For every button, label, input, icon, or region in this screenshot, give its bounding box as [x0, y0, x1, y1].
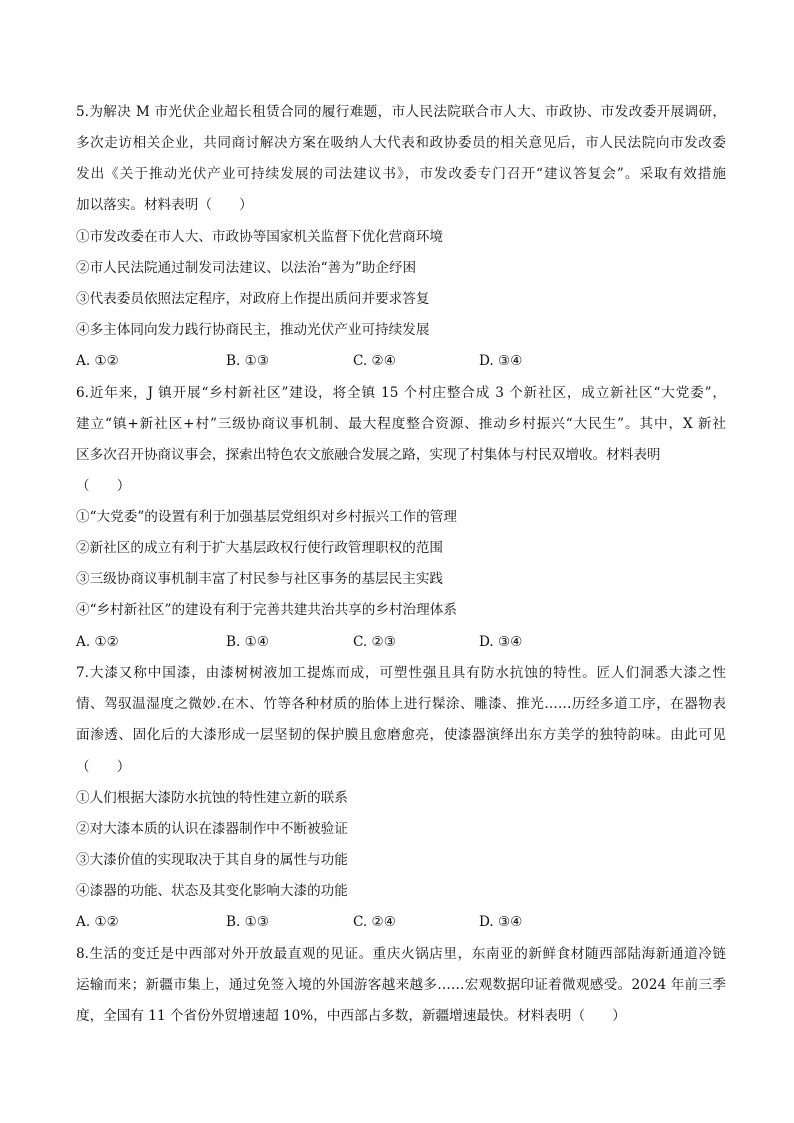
q7-stem-line-3: 面渗透、固化后的大漆形成一层坚韧的保护膜且愈磨愈亮，使漆器演绎出东方美学的独特韵味。由此可见: [76, 727, 726, 743]
q5-option-b[interactable]: B. ①③: [226, 353, 270, 369]
q5-statement-4: ④多主体同向发力践行协商民主，推动光伏产业可持续发展: [76, 322, 430, 338]
q8-stem-line-2: 运输而来；新疆市集上，通过免签入境的外国游客越来越多……宏观数据印证着微观感受。2024 年前三季: [76, 977, 726, 993]
q6-stem-line-4: （ ）: [76, 478, 131, 494]
q8-stem-line-1: 8.生活的变迁是中西部对外开放最直观的见证。重庆火锅店里，东南亚的新鲜食材随西部陆海新通道冷链: [76, 946, 726, 962]
q7-option-a[interactable]: A. ①②: [76, 914, 119, 930]
q7-options: [76, 912, 726, 932]
q7-statement-3: ③大漆价值的实现取决于其自身的属性与功能: [76, 852, 348, 868]
q7-option-d[interactable]: D. ③④: [479, 914, 523, 930]
q6-option-b[interactable]: B. ①④: [226, 634, 270, 650]
q7-stem-line-1: 7.大漆又称中国漆，由漆树树液加工提炼而成，可塑性强且具有防水抗蚀的特性。匠人们洞悉大漆之性: [76, 665, 726, 681]
q7-statement-4: ④漆器的功能、状态及其变化影响大漆的功能: [76, 883, 348, 899]
q6-stem-line-1: 6.近年来，J 镇开展“乡村新社区”建设，将全镇 15 个村庄整合成 3 个新社区，成立新社区“大党委”，: [76, 385, 726, 401]
q5-option-c[interactable]: C. ②④: [353, 353, 396, 369]
q5-stem-line-2: 多次走访相关企业，共同商讨解决方案在吸纳人大代表和政协委员的相关意见后，市人民法院向市发改委: [76, 135, 726, 151]
q5-stem-line-3: 发出《关于推动光伏产业可持续发展的司法建议书》，市发改委专门召开“建议答复会”。采取有效措施: [76, 166, 726, 182]
q5-statement-1: ①市发改委在市人大、市政协等国家机关监督下优化营商环境: [76, 229, 444, 245]
q6-statement-3: ③三级协商议事机制丰富了村民参与社区事务的基层民主实践: [76, 571, 444, 587]
q6-statement-1: ①“大党委”的设置有利于加强基层党组织对乡村振兴工作的管理: [76, 509, 457, 525]
q6-statement-2: ②新社区的成立有利于扩大基层政权行使行政管理职权的范围: [76, 540, 444, 556]
q7-statement-1: ①人们根据大漆防水抗蚀的特性建立新的联系: [76, 790, 348, 806]
q5-statement-2: ②市人民法院通过制发司法建议、以法治“善为”助企纾困: [76, 260, 417, 276]
q5-option-d[interactable]: D. ③④: [479, 353, 523, 369]
q7-option-c[interactable]: C. ②④: [353, 914, 396, 930]
q6-stem-line-3: 区多次召开协商议事会，探索出特色农文旅融合发展之路，实现了村集体与村民双增收。材料表明: [76, 447, 661, 463]
q7-option-b[interactable]: B. ①③: [226, 914, 270, 930]
q5-statement-3: ③代表委员依照法定程序，对政府上作提出质问并要求答复: [76, 291, 430, 307]
q6-option-c[interactable]: C. ②③: [353, 634, 396, 650]
q5-stem-line-1: 5.为解决 M 市光伏企业超长租赁合同的履行难题，市人民法院联合市人大、市政协、市发改委开展调研，: [76, 104, 726, 120]
q7-statement-2: ②对大漆本质的认识在漆器制作中不断被验证: [76, 821, 348, 837]
q5-stem-line-4: 加以落实。材料表明（ ）: [76, 197, 253, 213]
q5-option-a[interactable]: A. ①②: [76, 353, 119, 369]
q6-options: [76, 632, 726, 652]
q6-option-d[interactable]: D. ③④: [479, 634, 523, 650]
q6-option-a[interactable]: A. ①②: [76, 634, 119, 650]
q7-stem-line-2: 情、驾驭温湿度之微妙.在木、竹等各种材质的胎体上进行髹涂、雕漆、推光……历经多道工序，在器物表: [76, 696, 726, 712]
q5-options: [76, 351, 726, 371]
q8-stem-line-3: 度，全国有 11 个省份外贸增速超 10%，中西部占多数，新疆增速最快。材料表明（ ）: [76, 1008, 626, 1024]
q6-statement-4: ④“乡村新社区”的建设有利于完善共建共治共享的乡村治理体系: [76, 602, 457, 618]
q6-stem-line-2: 建立“镇+新社区+村”三级协商议事机制、最大程度整合资源、推动乡村振兴“大民生”。其中，X 新社: [76, 416, 726, 432]
q7-stem-line-4: （ ）: [76, 759, 131, 775]
